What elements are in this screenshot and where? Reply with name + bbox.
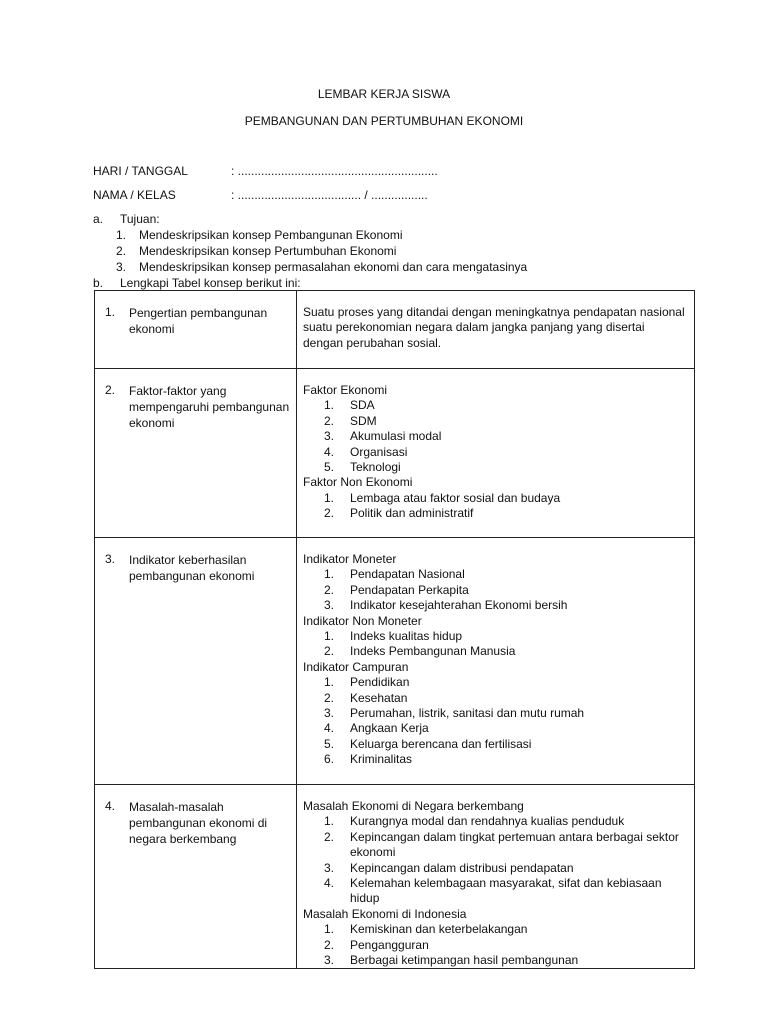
list-item xyxy=(303,922,686,937)
table-row xyxy=(95,785,695,969)
item-number: 2. xyxy=(324,506,335,521)
list-item xyxy=(303,861,686,876)
item-text: Keluarga berencana dan fertilisasi xyxy=(350,736,532,751)
item-number: 4. xyxy=(324,444,335,459)
row-content-cell xyxy=(297,538,695,785)
item-number: 3. xyxy=(324,860,335,875)
item-text: SDA xyxy=(350,398,375,413)
list-item xyxy=(303,737,686,752)
item-text: Politik dan administratif xyxy=(350,506,474,521)
list-item xyxy=(303,414,686,429)
list-item xyxy=(303,398,686,413)
item-text: Kepincangan dalam distribusi pendapatan xyxy=(350,860,574,875)
table-row xyxy=(95,369,695,538)
list-item xyxy=(303,830,686,861)
item-text: Berbagai ketimpangan hasil pembangunan xyxy=(350,953,579,968)
item-text: Kemiskinan dan keterbelakangan xyxy=(350,922,528,937)
concept-table xyxy=(94,290,695,969)
item-text: Pendidikan xyxy=(350,675,410,690)
group-list xyxy=(303,675,686,767)
item-text: Mendeskripsikan konsep permasalahan ekonomi dan cara mengatasinya xyxy=(139,260,528,274)
list-item xyxy=(116,243,527,259)
list-item xyxy=(303,506,686,521)
row-number: 1. xyxy=(105,305,116,319)
row-label-cell xyxy=(95,369,297,538)
row-number: 2. xyxy=(105,383,116,397)
row-label: Faktor-faktor yang mempengaruhi pembangunan ekonomi xyxy=(129,384,290,430)
item-text: Mendeskripsikan konsep Pertumbuhan Ekonomi xyxy=(139,244,397,258)
section-marker: b. xyxy=(93,276,104,290)
list-item xyxy=(303,814,686,829)
item-number: 1. xyxy=(324,490,335,505)
list-item xyxy=(116,227,527,243)
row-content-cell xyxy=(297,369,695,538)
section-marker: a. xyxy=(93,212,104,226)
item-text: Organisasi xyxy=(350,444,408,459)
group-list xyxy=(303,398,686,475)
row-label-cell xyxy=(95,291,297,369)
field-nama-kelas xyxy=(93,188,428,202)
row-number: 3. xyxy=(105,552,116,566)
item-number: 4. xyxy=(324,721,335,736)
group-list xyxy=(303,814,686,906)
field-label: HARI / TANGGAL xyxy=(93,164,188,178)
item-number: 2. xyxy=(324,829,335,844)
list-item xyxy=(116,259,527,275)
item-number: 1. xyxy=(324,567,335,582)
item-number: 3. xyxy=(324,598,335,613)
group-list xyxy=(303,922,686,968)
item-text: Indeks Pembangunan Manusia xyxy=(350,644,516,659)
item-number: 1. xyxy=(324,922,335,937)
list-item xyxy=(303,491,686,506)
section-tabel-heading xyxy=(93,276,301,290)
field-label: NAMA / KELAS xyxy=(93,188,176,202)
item-number: 1. xyxy=(324,675,335,690)
table-row xyxy=(95,291,695,369)
item-text: Kepincangan dalam tingkat pertemuan antara berbagai sektor ekonomi xyxy=(350,829,679,860)
item-text: Kriminalitas xyxy=(350,752,413,767)
item-number: 3. xyxy=(324,953,335,968)
row-label-cell xyxy=(95,785,297,969)
list-item xyxy=(303,938,686,953)
item-number: 3. xyxy=(116,260,127,274)
item-text: Akumulasi modal xyxy=(350,429,442,444)
group-heading: Masalah Ekonomi di Negara berkembang xyxy=(303,799,524,813)
item-number: 2. xyxy=(324,690,335,705)
group-heading: Indikator Moneter xyxy=(303,552,397,566)
list-item xyxy=(303,675,686,690)
list-item xyxy=(303,876,686,907)
item-text: Indikator kesejahterahan Ekonomi bersih xyxy=(350,598,568,613)
row-label: Masalah-masalah pembangunan ekonomi di negara berkembang xyxy=(129,800,268,846)
item-number: 1. xyxy=(324,629,335,644)
group-list xyxy=(303,491,686,522)
item-number: 5. xyxy=(324,460,335,475)
list-item xyxy=(303,706,686,721)
item-number: 3. xyxy=(324,429,335,444)
item-text: Lembaga atau faktor sosial dan budaya xyxy=(350,490,561,505)
group-heading: Faktor Non Ekonomi xyxy=(303,475,413,490)
group-heading: Faktor Ekonomi xyxy=(303,383,388,397)
list-item xyxy=(303,583,686,598)
row-label-cell xyxy=(95,538,297,785)
item-number: 2. xyxy=(324,413,335,428)
field-blank: : ............................................................ xyxy=(231,164,438,178)
item-text: Kelemahan kelembagaan masyarakat, sifat dan kebiasaan hidup xyxy=(350,876,662,906)
item-text: Indeks kualitas hidup xyxy=(350,629,463,644)
page-subtitle: PEMBANGUNAN DAN PERTUMBUHAN EKONOMI xyxy=(244,114,524,128)
item-text: Teknologi xyxy=(350,460,401,475)
field-hari-tanggal xyxy=(93,164,438,178)
list-item xyxy=(303,598,686,613)
item-text: SDM xyxy=(350,413,377,428)
group-heading: Indikator Non Moneter xyxy=(303,613,422,628)
row-label: Indikator keberhasilan pembangunan ekonomi xyxy=(129,553,255,583)
item-number: 2. xyxy=(324,937,335,952)
list-item xyxy=(303,691,686,706)
item-number: 2. xyxy=(116,244,127,258)
item-text: Mendeskripsikan konsep Pembangunan Ekonomi xyxy=(139,228,403,242)
tujuan-list xyxy=(116,227,527,275)
list-item xyxy=(303,644,686,659)
table-row xyxy=(95,538,695,785)
item-text: Angkaan Kerja xyxy=(350,721,429,736)
list-item xyxy=(303,460,686,475)
group-heading: Indikator Campuran xyxy=(303,659,409,674)
group-list xyxy=(303,567,686,613)
item-text: Perumahan, listrik, sanitasi dan mutu rumah xyxy=(350,706,585,721)
item-number: 2. xyxy=(324,582,335,597)
item-text: Pendapatan Perkapita xyxy=(350,582,469,597)
definition-text: Suatu proses yang ditandai dengan meningkatnya pendapatan nasional suatu perekonomian negara dalam jangka panjang yang disertai dengan perubahan sosial. xyxy=(303,305,685,350)
item-number: 1. xyxy=(324,398,335,413)
row-label: Pengertian pembangunan ekonomi xyxy=(129,306,268,336)
item-number: 1. xyxy=(116,228,127,242)
item-number: 4. xyxy=(324,876,335,891)
row-content-cell xyxy=(297,785,695,969)
item-number: 2. xyxy=(324,644,335,659)
item-text: Kurangnya modal dan rendahnya kualias penduduk xyxy=(350,814,625,829)
section-tujuan-heading xyxy=(93,212,160,226)
page-title: LEMBAR KERJA SISWA xyxy=(317,87,451,101)
list-item xyxy=(303,429,686,444)
item-number: 1. xyxy=(324,814,335,829)
item-number: 3. xyxy=(324,706,335,721)
item-text: Pendapatan Nasional xyxy=(350,567,465,582)
section-title: Tujuan: xyxy=(120,212,160,226)
list-item xyxy=(303,953,686,968)
list-item xyxy=(303,752,686,767)
list-item xyxy=(303,445,686,460)
group-heading: Masalah Ekonomi di Indonesia xyxy=(303,906,467,921)
row-number: 4. xyxy=(105,799,116,813)
item-number: 6. xyxy=(324,752,335,767)
group-list xyxy=(303,629,686,660)
section-title: Lengkapi Tabel konsep berikut ini: xyxy=(120,276,301,290)
item-text: Pengangguran xyxy=(350,937,429,952)
list-item xyxy=(303,567,686,582)
row-content-cell xyxy=(297,291,695,369)
list-item xyxy=(303,629,686,644)
field-blank: : ..................................... / ................. xyxy=(231,188,428,202)
item-text: Kesehatan xyxy=(350,690,408,705)
list-item xyxy=(303,721,686,736)
item-number: 5. xyxy=(324,736,335,751)
